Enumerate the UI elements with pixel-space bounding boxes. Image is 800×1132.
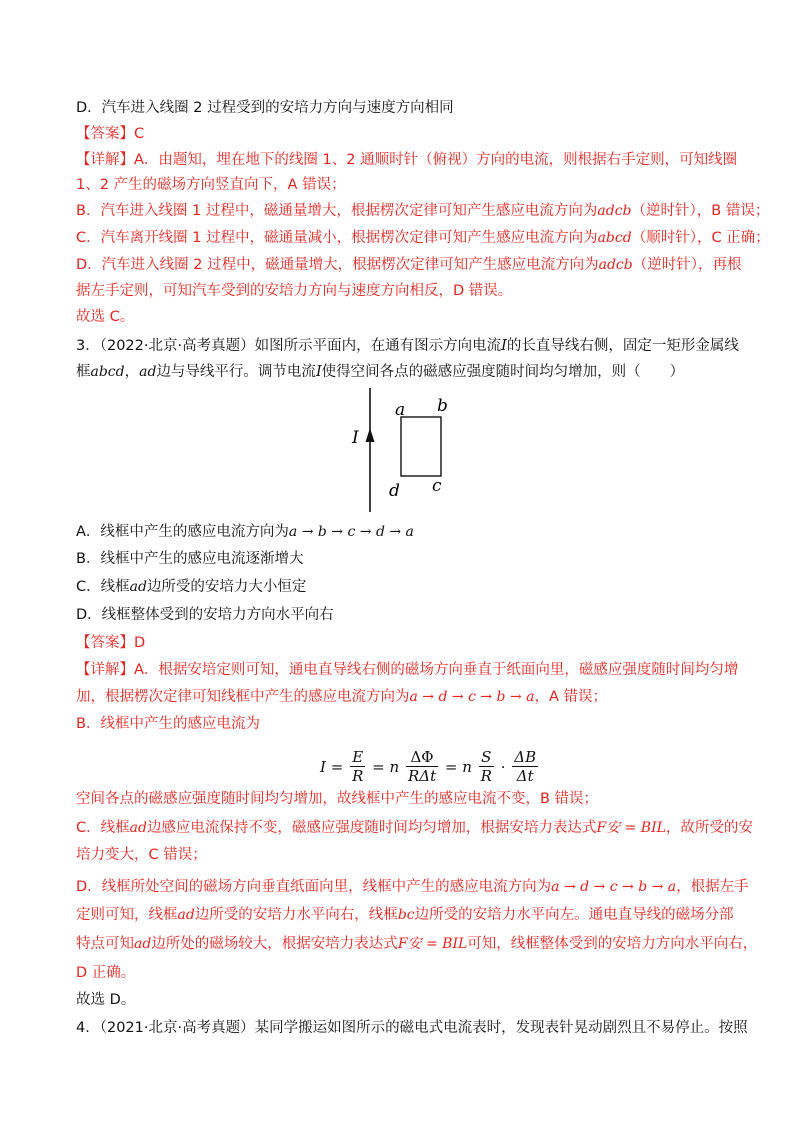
q3-detail-d2-m1: ad <box>177 907 195 923</box>
q3-stem2-m2: ad <box>139 364 157 380</box>
fig-label-d: d <box>389 481 400 501</box>
fig-label-b: b <box>437 396 448 416</box>
q3-option-c-post: 边所受的安培力大小恒定 <box>146 579 307 595</box>
q3-detail-b: B．线框中产生的感应电流为 <box>76 716 260 732</box>
q2-detail-a-line1: 【详解】A．由题知，埋在地下的线圈 1、2 通顺时针（俯视）方向的电流，则根据右手定则，可知线圈 <box>76 152 738 168</box>
q3-detail-d-line1 <box>76 877 749 897</box>
q2-option-d: D．汽车进入线圈 2 过程受到的安培力方向与速度方向相同 <box>76 100 454 116</box>
q2-answer: 【答案】C <box>76 126 145 142</box>
q2-detail-b-pre: B．汽车进入线圈 1 过程中，磁通量增大，根据楞次定律可知产生感应电流方向为 <box>76 203 598 219</box>
q3-option-d: D．线框整体受到的安培力方向水平向右 <box>76 607 334 623</box>
q3-detail-d-line2 <box>76 905 734 925</box>
eq-frac-dphi <box>406 748 438 785</box>
q3-detail-c-line1 <box>76 818 753 838</box>
q3-detail-b-line2: 空间各点的磁感应强度随时间均匀增加，故线框中产生的感应电流不变，B 错误； <box>76 791 599 807</box>
q3-stem2-c: 边与导线平行。调节电流 <box>156 364 316 380</box>
q3-detail-d3-b: 边所处的磁场较大，根据安培力表达式 <box>151 936 398 952</box>
q3-stem-line2 <box>76 362 684 382</box>
q3-stem2-d: 使得空间各点的磁感应强度随时间均匀增加，则（ ） <box>321 364 685 380</box>
q3-detail-c1-post: ，故所受的安 <box>665 820 753 836</box>
metal-loop <box>401 417 441 476</box>
q3-stem-line1 <box>76 336 739 356</box>
eq-frac-db-dt <box>512 748 538 785</box>
q3-detail-c1-math2: F安 = BIL <box>596 820 666 836</box>
eq-den-rdt: RΔt <box>407 767 437 785</box>
q3-stem2-b: ， <box>124 364 140 380</box>
q3-option-c-pre: C．线框 <box>76 579 130 595</box>
eq-num-dphi: ΔΦ <box>406 748 438 767</box>
q3-detail-d-line4: D 正确。 <box>76 965 136 981</box>
fig-label-a: a <box>395 400 406 420</box>
q3-detail-d1-post: ，根据左手 <box>676 879 749 895</box>
q3-option-c-math: ad <box>129 579 147 595</box>
q2-detail-b <box>76 201 769 221</box>
q3-detail-d2-b: 边所受的安培力水平向右，线框 <box>194 907 398 923</box>
q2-detail-c-post: （顺时针），C 正确； <box>631 230 770 246</box>
current-arrow-icon <box>366 428 375 442</box>
q3-detail-c1-pre: C．线框 <box>76 820 130 836</box>
q3-choose: 故选 D。 <box>76 992 136 1008</box>
q2-choose: 故选 C。 <box>76 309 135 325</box>
q2-detail-c <box>76 228 770 248</box>
q3-detail-d2-a: 定则可知，线框 <box>76 907 178 923</box>
fig-label-current: I <box>352 428 359 448</box>
q3-option-b: B．线框中产生的感应电流逐渐增大 <box>76 551 304 567</box>
q2-detail-d-line2: 据左手定则，可知汽车受到的安培力方向与速度方向相反，D 错误。 <box>76 283 513 299</box>
eq-equals-2: = n <box>372 757 400 776</box>
eq-dot: · <box>500 757 506 776</box>
q3-option-a-pre: A．线框中产生的感应电流方向为 <box>76 524 289 540</box>
q3-detail-d3-c: 可知，线框整体受到的安培力方向水平向右， <box>467 936 758 952</box>
q2-detail-b-post: （逆时针），B 错误； <box>631 203 770 219</box>
fig-label-c: c <box>432 476 442 496</box>
eq-den-dt: Δt <box>516 767 534 785</box>
q3-detail-a2-pre: 加，根据楞次定律可知线框中产生的感应电流方向为 <box>76 689 410 705</box>
eq-i: I <box>320 757 326 776</box>
q3-option-a-math: a → b → c → d → a <box>288 524 414 540</box>
q2-detail-d-line1 <box>76 255 741 275</box>
eq-equals-1: = <box>330 757 344 776</box>
q3-detail-d1-math: a → d → c → b → a <box>551 879 677 895</box>
wire-loop-figure <box>340 386 470 516</box>
q2-detail-c-math: abcd <box>597 230 632 246</box>
q3-detail-d2-m2: bc <box>397 907 415 923</box>
eq-num-e: E <box>350 748 365 767</box>
q2-detail-b-math: adcb <box>597 203 632 219</box>
eq-equals-3: = n <box>444 757 472 776</box>
q3-option-a <box>76 522 414 542</box>
q2-detail-c-pre: C．汽车离开线圈 1 过程中，磁通量减小，根据楞次定律可知产生感应电流方向为 <box>76 230 598 246</box>
q3-option-c <box>76 577 306 597</box>
q3-detail-c-line2: 培力变大，C 错误； <box>76 847 207 863</box>
q3-detail-d3-m1: ad <box>134 936 152 952</box>
q3-stem1-b: 的长直导线右侧，固定一矩形金属线 <box>506 338 739 354</box>
q3-detail-d-line3 <box>76 934 757 954</box>
q3-stem2-i: I <box>315 364 322 380</box>
q3-stem1-i: I <box>501 338 507 354</box>
q3-detail-d3-m2: F安 = BIL <box>397 936 468 952</box>
q4-stem-line1: 4．（2021·北京·高考真题）某同学搬运如图所示的磁电式电流表时，发现表针晃动剧烈且不易停止。按照 <box>76 1020 748 1036</box>
q2-detail-d-pre: D．汽车进入线圈 2 过程中，磁通量增大，根据楞次定律可知产生感应电流方向为 <box>76 257 599 273</box>
q3-detail-d3-a: 特点可知 <box>76 936 134 952</box>
eq-den-r: R <box>352 767 364 785</box>
q3-detail-c1-mid: 边感应电流保持不变，磁感应强度随时间均匀增加，根据安培力表达式 <box>146 820 597 836</box>
q3-detail-a-line2 <box>76 687 607 707</box>
q3-detail-a2-math: a → d → c → b → a <box>409 689 535 705</box>
current-equation <box>320 748 540 785</box>
eq-num-db: ΔB <box>514 748 537 766</box>
q2-detail-a-line2: 1、2 产生的磁场方向竖直向下，A 错误； <box>76 177 346 193</box>
q3-stem1-a: 3．（2022·北京·高考真题）如图所示平面内，在通有图示方向电流 <box>76 338 502 354</box>
eq-frac-e-r <box>350 748 365 785</box>
q2-detail-d-post: （逆时针），再根 <box>632 257 742 273</box>
q3-stem2-a: 框 <box>76 364 91 380</box>
q3-detail-a-line1: 【详解】A．根据安培定则可知，通电直导线右侧的磁场方向垂直于纸面向里，磁感应强度随时间均匀增 <box>76 662 739 678</box>
q3-answer: 【答案】D <box>76 635 146 651</box>
eq-frac-s-r <box>479 748 494 785</box>
q3-detail-c1-math1: ad <box>129 820 147 836</box>
q3-detail-d2-c: 边所受的安培力水平向左。通电直导线的磁场分部 <box>414 907 734 923</box>
eq-num-s: S <box>479 748 494 767</box>
q3-stem2-m1: abcd <box>90 364 125 380</box>
q3-detail-d1-pre: D．线框所处空间的磁场方向垂直纸面向里，线框中产生的感应电流方向为 <box>76 879 552 895</box>
eq-den-r2: R <box>480 767 492 785</box>
q2-detail-d-math: adcb <box>598 257 633 273</box>
q3-detail-a2-post: ，A 错误； <box>534 689 608 705</box>
